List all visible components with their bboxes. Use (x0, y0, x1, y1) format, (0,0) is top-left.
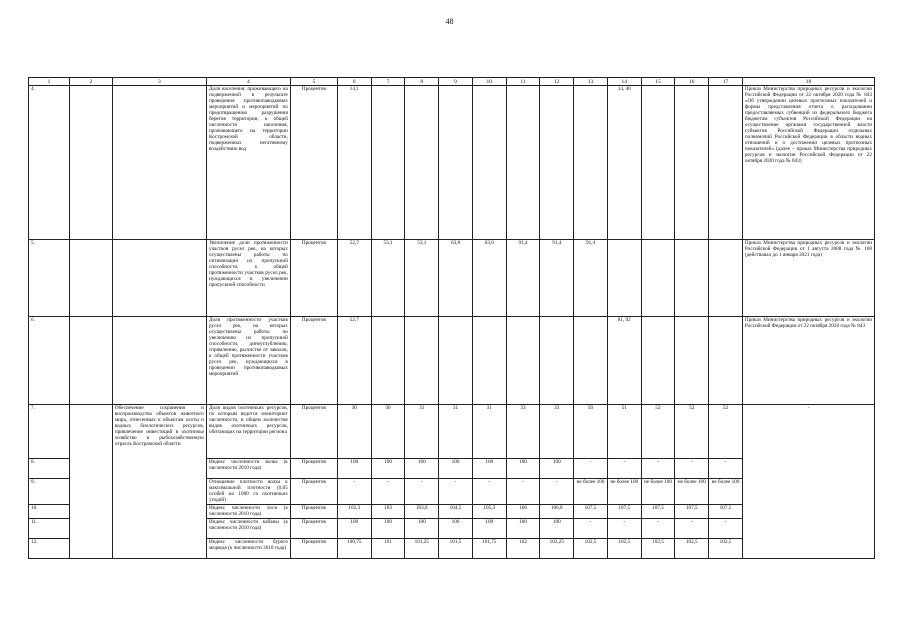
value-cell: - (641, 459, 675, 479)
value-cell: 102,3 (337, 505, 371, 519)
row-number: 4. (29, 86, 70, 240)
header-cell: 14 (607, 78, 641, 86)
goal-cell: Обеспечение сохранения и воспроизводства объектов животного мира, отнесенных к объектам охоты и водных биологических ресурсов, привлечение инвестиций в охотничье хозяйство и рыбохозяйственную отрасль Костромской области (112, 405, 206, 559)
value-cell: 102,5 (574, 539, 608, 559)
unit-cell: Процентов (290, 539, 337, 559)
value-cell: 91,4 (574, 240, 608, 317)
value-cell: 107,5 (607, 505, 641, 519)
header-cell: 11 (506, 78, 540, 86)
value-cell: - (574, 459, 608, 479)
value-cell: 31 (472, 405, 506, 459)
value-cell: 100 (439, 459, 473, 479)
value-cell (709, 240, 743, 317)
row-number: 12. (29, 539, 70, 559)
value-cell (405, 86, 439, 240)
value-cell: 31 (439, 405, 473, 459)
value-cell: 14,1 (337, 86, 371, 240)
value-cell: - (675, 459, 709, 479)
value-cell: 30 (371, 405, 405, 459)
value-cell: - (641, 519, 675, 539)
header-cell: 15 (641, 78, 675, 86)
value-cell: - (709, 519, 743, 539)
value-cell: - (574, 519, 608, 539)
source-cell: Приказ Министерства природных ресурсов и экологии Российской Федерации от 22 октября 2020 года № 843 (742, 317, 874, 405)
value-cell: не более 100 (675, 479, 709, 505)
indicators-table (28, 77, 875, 559)
page-number: 48 (445, 17, 454, 26)
source-cell: - (742, 405, 874, 559)
header-cell: 1 (29, 78, 70, 86)
value-cell: 102,5 (675, 539, 709, 559)
value-cell: 101,25 (405, 539, 439, 559)
row-number: 10. (29, 505, 70, 519)
value-cell: 53,1 (405, 240, 439, 317)
indicator-name: Доля видов охотничьих ресурсов, по которым ведется мониторинг численности, в общем количестве видов охотничьих ресурсов, обитающих на территории региона (206, 405, 290, 459)
value-cell: 100 (472, 459, 506, 479)
indicator-name: Индекс численности лося (к численности 2010 года) (206, 505, 290, 519)
value-cell: - (472, 479, 506, 505)
header-cell: 13 (574, 78, 608, 86)
value-cell (641, 317, 675, 405)
header-cell: 9 (439, 78, 473, 86)
value-cell: 52 (641, 405, 675, 459)
unit-cell: Процентов (290, 317, 337, 405)
value-cell: 101,75 (472, 539, 506, 559)
value-cell (675, 86, 709, 240)
value-cell: 33 (540, 405, 574, 459)
empty-cell (112, 317, 206, 405)
header-cell: 5 (290, 78, 337, 86)
value-cell: 100 (439, 519, 473, 539)
value-cell (472, 317, 506, 405)
value-cell: 106,8 (540, 505, 574, 519)
value-cell: - (337, 479, 371, 505)
indicator-name: Отношение плотности волка к максимальной плотности (0,05 особей на 1000 га охотничьих угодий) (206, 479, 290, 505)
value-cell (439, 317, 473, 405)
value-cell: - (607, 519, 641, 539)
value-cell: 100 (540, 519, 574, 539)
empty-cell (112, 240, 206, 317)
value-cell (506, 86, 540, 240)
value-cell (607, 240, 641, 317)
value-cell: 102,5 (709, 539, 743, 559)
row-number: 11. (29, 519, 70, 539)
unit-cell: Процентов (290, 519, 337, 539)
value-cell (405, 317, 439, 405)
value-cell (574, 317, 608, 405)
header-row (29, 78, 875, 86)
empty-cell (69, 240, 112, 317)
empty-cell (69, 405, 112, 559)
row-number: 5. (29, 240, 70, 317)
header-cell: 17 (709, 78, 743, 86)
unit-cell: Процентов (290, 459, 337, 479)
value-cell (675, 240, 709, 317)
value-cell (709, 317, 743, 405)
value-cell: 102,5 (641, 539, 675, 559)
value-cell (641, 86, 675, 240)
value-cell: 102,5 (607, 539, 641, 559)
row-number: 8. (29, 459, 70, 479)
value-cell: 51 (607, 405, 641, 459)
value-cell: 100 (371, 519, 405, 539)
header-cell: 3 (112, 78, 206, 86)
row-number: 9. (29, 479, 70, 505)
value-cell: 107,5 (574, 505, 608, 519)
value-cell: - (540, 479, 574, 505)
unit-cell: Процентов (290, 505, 337, 519)
value-cell: не более 100 (607, 479, 641, 505)
value-cell: 100 (540, 459, 574, 479)
value-cell (371, 317, 405, 405)
value-cell: 91,4 (540, 240, 574, 317)
value-cell: 103 (371, 505, 405, 519)
source-cell: Приказ Министерства природных ресурсов и экологии Российской Федерации от 1 августа 2008 года № 168 (действовал до 1 января 2021 года) (742, 240, 874, 317)
value-cell (709, 86, 743, 240)
value-cell: 31 (405, 405, 439, 459)
empty-cell (69, 317, 112, 405)
unit-cell: Процентов (290, 240, 337, 317)
value-cell (574, 86, 608, 240)
value-cell: не более 100 (709, 479, 743, 505)
indicator-name: Увеличение доли протяженности участков русел рек, на которых осуществлены работы по оптимизации их пропускной способности, к общей протяженности участков русел рек, нуждающихся в увеличении пропускной способности (206, 240, 290, 317)
value-cell: 100 (506, 459, 540, 479)
table-row (29, 317, 875, 405)
value-cell: - (709, 459, 743, 479)
header-cell: 18 (742, 78, 874, 86)
value-cell: 81, 92 (607, 317, 641, 405)
value-cell: 102,25 (540, 539, 574, 559)
indicator-name: Индекс численности бурого медведя (к численности 2010 года) (206, 539, 290, 559)
header-cell: 8 (405, 78, 439, 86)
value-cell: 52 (675, 405, 709, 459)
value-cell: 52,7 (337, 240, 371, 317)
value-cell: 104,5 (439, 505, 473, 519)
unit-cell: Процентов (290, 86, 337, 240)
value-cell: 100 (506, 519, 540, 539)
indicator-name: Индекс численности кабаны (к численности 2010 года) (206, 519, 290, 539)
value-cell: 52 (709, 405, 743, 459)
header-cell: 2 (69, 78, 112, 86)
header-cell: 6 (337, 78, 371, 86)
row-number: 6. (29, 317, 70, 405)
value-cell: 91,4 (506, 240, 540, 317)
value-cell: 33 (506, 405, 540, 459)
table-row (29, 405, 875, 459)
value-cell (371, 86, 405, 240)
value-cell (675, 317, 709, 405)
value-cell (641, 240, 675, 317)
unit-cell: Процентов (290, 479, 337, 505)
table-row (29, 86, 875, 240)
header-cell: 7 (371, 78, 405, 86)
value-cell: 100,75 (337, 539, 371, 559)
value-cell: 100 (337, 459, 371, 479)
header-cell: 16 (675, 78, 709, 86)
value-cell (439, 86, 473, 240)
header-cell: 12 (540, 78, 574, 86)
value-cell: 103,8 (405, 505, 439, 519)
empty-cell (112, 86, 206, 240)
value-cell: не более 100 (574, 479, 608, 505)
value-cell: не более 100 (641, 479, 675, 505)
value-cell: 50 (574, 405, 608, 459)
empty-cell (69, 86, 112, 240)
value-cell: - (675, 519, 709, 539)
value-cell: 30 (337, 405, 371, 459)
value-cell: 107,5 (709, 505, 743, 519)
unit-cell: Процентов (290, 405, 337, 459)
value-cell: 100 (371, 459, 405, 479)
value-cell (540, 86, 574, 240)
header-cell: 10 (472, 78, 506, 86)
header-cell: 4 (206, 78, 290, 86)
value-cell: 101 (371, 539, 405, 559)
source-cell: Приказ Министерства природных ресурсов и экологии Российской Федерации от 22 октября 2020 года № 843 «Об утверждении целевых прогнозных показателей и формы представления отчета о расходовании предоставляемых субвенций из федерального бюджета бюджетам субъектов Российской Федерации на осуществление органами государственной власти субъектов Российской Федерации отдельных полномочий Российской Федерации в области водных отношений и о достижении целевых прогнозных показателей» (далее – приказ Министерства природных ресурсов и экологии Российской Федерации от 22 октября 2020 года № 843) (742, 86, 874, 240)
value-cell: 100 (472, 519, 506, 539)
indicator-name: Доля протяженности участков русел рек, на которых осуществлены работы по увеличению их пропускной способности, диноуглублению, спрямлению, расчистке от завалов, к общей протяженности участков русел рек, нуждающихся в проведении противопаводковых мероприятий (206, 317, 290, 405)
value-cell (540, 317, 574, 405)
value-cell: 52,7 (337, 317, 371, 405)
value-cell: 107,5 (641, 505, 675, 519)
value-cell: - (607, 459, 641, 479)
value-cell: 14, 40 (607, 86, 641, 240)
value-cell: 100 (337, 519, 371, 539)
value-cell: 100 (405, 519, 439, 539)
value-cell: 106 (506, 505, 540, 519)
indicator-name: Доля населения, проживающего на подверженной в результате проведения противопаводковых мероприятий и мероприятий по предотвращению разрушения берегов территории, к общей численности населения, проживающего на территории Костромской области, подверженных негативному воздействию вод (206, 86, 290, 240)
value-cell: 102 (506, 539, 540, 559)
value-cell (472, 86, 506, 240)
table-row (29, 240, 875, 317)
value-cell: 105,3 (472, 505, 506, 519)
value-cell: 101,5 (439, 539, 473, 559)
indicator-name: Индекс численности волка (к численности 2010 года) (206, 459, 290, 479)
value-cell (506, 317, 540, 405)
value-cell: - (439, 479, 473, 505)
value-cell: 100 (405, 459, 439, 479)
row-number: 7. (29, 405, 70, 459)
value-cell: - (506, 479, 540, 505)
value-cell: 63,8 (472, 240, 506, 317)
value-cell: 63,8 (439, 240, 473, 317)
value-cell: 53,1 (371, 240, 405, 317)
value-cell: - (405, 479, 439, 505)
value-cell: 107,5 (675, 505, 709, 519)
value-cell: - (371, 479, 405, 505)
